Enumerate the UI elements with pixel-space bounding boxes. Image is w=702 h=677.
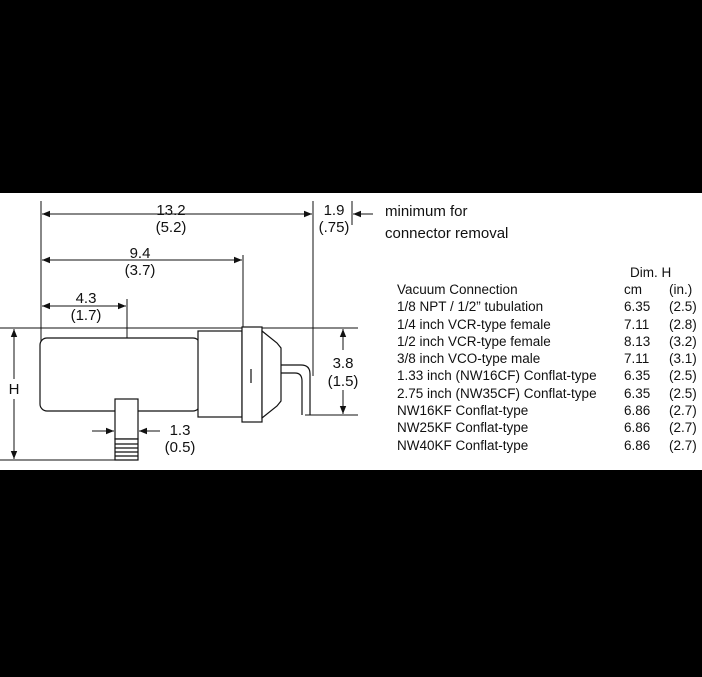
row-cm: 6.35 — [624, 368, 651, 384]
row-cm: 6.86 — [624, 437, 651, 453]
row-in: (3.2) — [669, 333, 697, 349]
row-connection: 3/8 inch VCO-type male — [397, 351, 541, 367]
drawing-panel — [0, 193, 702, 470]
flange — [242, 327, 262, 422]
row-in: (2.8) — [669, 316, 697, 332]
row-connection: 1/4 inch VCR-type female — [397, 316, 551, 332]
row-connection: 1/8 NPT / 1/2” tubulation — [397, 299, 544, 315]
collar — [198, 331, 242, 417]
clearance-in: (.75) — [318, 219, 350, 236]
header-connection: Vacuum Connection — [397, 282, 518, 297]
vacuum-port — [115, 399, 138, 439]
row-connection: NW40KF Conflat-type — [397, 437, 529, 453]
row-in: (3.1) — [669, 351, 697, 367]
row-in: (2.7) — [669, 437, 697, 453]
row-cm: 7.11 — [624, 351, 650, 367]
port-offset-in: (1.7) — [70, 307, 102, 324]
cable — [281, 365, 310, 415]
dimension-lines — [14, 214, 373, 459]
dimension-drawing — [0, 193, 702, 470]
row-cm: 7.11 — [624, 316, 650, 332]
row-in: (2.5) — [669, 299, 697, 315]
row-connection: 2.75 inch (NW35CF) Conflat-type — [397, 385, 597, 401]
row-connection: 1.33 inch (NW16CF) Conflat-type — [397, 368, 597, 384]
h-label: H — [8, 381, 20, 398]
body-length-in: (3.7) — [124, 262, 156, 279]
row-cm: 6.86 — [624, 420, 651, 436]
row-cm: 8.13 — [624, 333, 651, 349]
dim-h-header: Dim. H — [630, 265, 672, 280]
height-in: (1.5) — [327, 373, 359, 390]
height-cm: 3.8 — [332, 355, 354, 372]
row-connection: NW25KF Conflat-type — [397, 420, 529, 436]
port-width-in: (0.5) — [164, 439, 196, 456]
row-in: (2.5) — [669, 385, 697, 401]
overall-length-cm: 13.2 — [156, 202, 186, 219]
row-cm: 6.35 — [624, 385, 651, 401]
port-width-cm: 1.3 — [169, 422, 191, 439]
connector-removal-note — [385, 201, 508, 245]
body-length-cm: 9.4 — [129, 245, 151, 262]
port-offset-cm: 4.3 — [75, 290, 97, 307]
header-in: (in.) — [669, 282, 693, 297]
note-line-2: connector removal — [385, 225, 509, 242]
cone — [262, 331, 281, 418]
row-cm: 6.35 — [624, 299, 651, 315]
port-thread — [115, 439, 138, 460]
row-cm: 6.86 — [624, 403, 651, 419]
clearance-cm: 1.9 — [323, 202, 345, 219]
header-cm: cm — [624, 282, 642, 297]
note-line-1: minimum for — [385, 203, 468, 220]
row-in: (2.5) — [669, 368, 697, 384]
row-in: (2.7) — [669, 420, 697, 436]
row-connection: 1/2 inch VCR-type female — [397, 333, 551, 349]
dimension-labels — [6, 202, 361, 456]
row-in: (2.7) — [669, 403, 697, 419]
overall-length-in: (5.2) — [155, 219, 187, 236]
row-connection: NW16KF Conflat-type — [397, 403, 529, 419]
